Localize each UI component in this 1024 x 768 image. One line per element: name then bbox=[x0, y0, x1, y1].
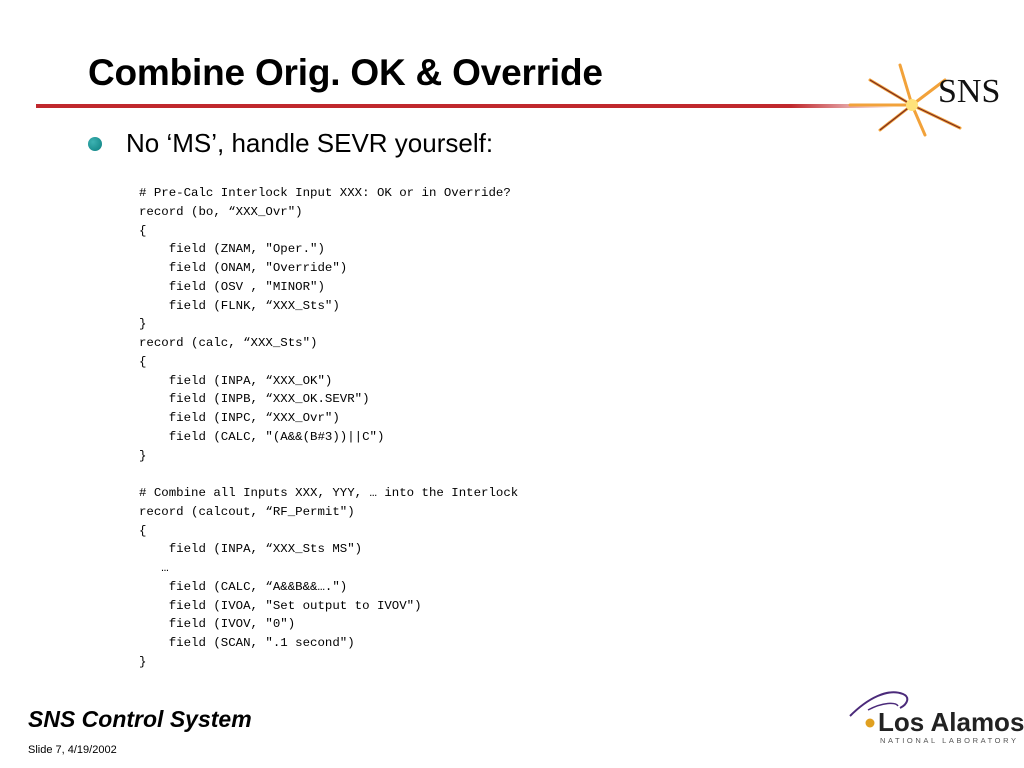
code-line: # Combine all Inputs XXX, YYY, … into the Interlock bbox=[139, 486, 519, 500]
code-line: field (IVOA, "Set output to IVOV") bbox=[139, 598, 422, 613]
code-line: field (INPB, “XXX_OK.SEVR") bbox=[139, 392, 370, 407]
bullet-icon bbox=[88, 137, 102, 151]
bullet-text: No ‘MS’, handle SEVR yourself: bbox=[126, 128, 494, 158]
lanl-logo-subtext: NATIONAL LABORATORY bbox=[880, 736, 1019, 745]
code-line: { bbox=[139, 354, 147, 369]
code-block bbox=[139, 184, 518, 672]
code-line: field (INPC, “XXX_Ovr") bbox=[139, 411, 340, 425]
code-line: { bbox=[139, 523, 147, 538]
footer-title: SNS Control System bbox=[28, 706, 252, 732]
code-line: field (ONAM, "Override") bbox=[139, 261, 348, 275]
code-line: record (bo, “XXX_Ovr") bbox=[139, 204, 303, 219]
sns-logo bbox=[850, 50, 1001, 140]
slide-number: Slide 7, 4/19/2002 bbox=[28, 744, 117, 756]
code-line: field (INPA, “XXX_OK") bbox=[139, 373, 333, 388]
code-line: { bbox=[139, 223, 147, 238]
lanl-logo-text: Los Alamos bbox=[878, 707, 1024, 737]
los-alamos-logo bbox=[848, 680, 1024, 750]
code-line: field (OSV , "MINOR") bbox=[139, 279, 325, 294]
code-line: field (CALC, "(A&&(B#3))||C") bbox=[139, 429, 385, 444]
sns-logo-text: SNS bbox=[938, 73, 1001, 110]
code-line: } bbox=[139, 448, 147, 463]
code-line: field (CALC, “A&&B&&….") bbox=[139, 579, 348, 594]
code-line: field (IVOV, "0") bbox=[139, 617, 296, 632]
code-line: field (SCAN, ".1 second") bbox=[139, 636, 355, 650]
code-line: field (FLNK, “XXX_Sts") bbox=[139, 298, 340, 313]
code-line: record (calc, “XXX_Sts") bbox=[139, 336, 318, 350]
code-line: field (ZNAM, "Oper.") bbox=[139, 242, 325, 257]
code-line: record (calcout, “RF_Permit") bbox=[139, 504, 355, 519]
code-line: … bbox=[139, 561, 169, 575]
slide-title: Combine Orig. OK & Override bbox=[88, 52, 603, 93]
code-line: } bbox=[139, 654, 147, 669]
code-line: # Pre-Calc Interlock Input XXX: OK or in Override? bbox=[139, 186, 511, 200]
bullet-item bbox=[88, 128, 493, 159]
code-line bbox=[139, 465, 518, 484]
title-underline bbox=[36, 104, 894, 108]
code-line: field (INPA, “XXX_Sts MS") bbox=[139, 542, 363, 557]
code-line: } bbox=[139, 317, 147, 332]
